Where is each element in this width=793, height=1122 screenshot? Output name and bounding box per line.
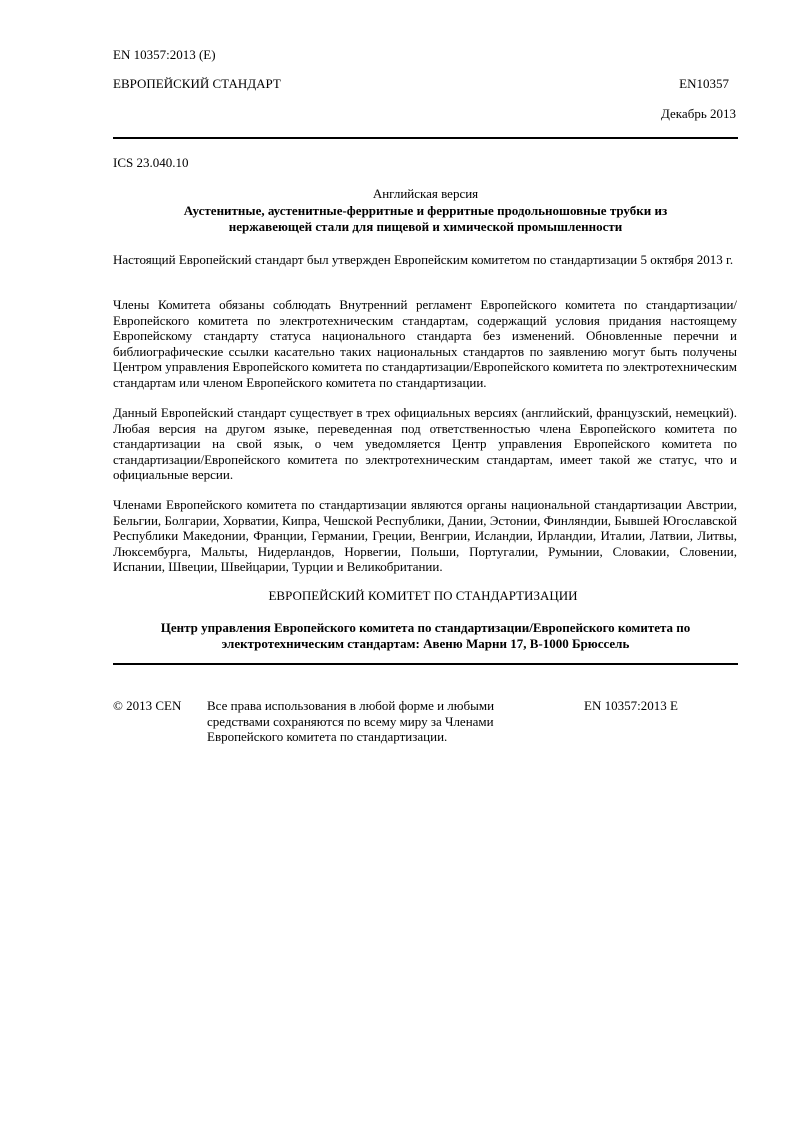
paragraph-line: официальные версии. bbox=[113, 467, 234, 482]
committee-address bbox=[113, 620, 738, 651]
paragraph-line: Членами Европейского комитета по стандартизации являются органы национальной стандартизации bbox=[113, 497, 682, 512]
standard-type: ЕВРОПЕЙСКИЙ СТАНДАРТ bbox=[113, 76, 281, 91]
standard-number: EN10357 bbox=[679, 76, 729, 91]
paragraph-line: Австрии, Бельгии, Болгарии, Хорватии, Кипра, Чешской Республики, Дании, Эстонии, Финляндии, Бывшей bbox=[113, 497, 737, 528]
document-title bbox=[113, 203, 738, 234]
rights-line: Все права использования в любой форме и любыми bbox=[207, 698, 495, 713]
paragraph-line: Словении, Испании, Швеции, Швейцарии, Турции и Великобритании. bbox=[113, 543, 737, 574]
paragraph-line: стандартизации/Европейского комитета по электротехническим стандартам, содержащий условия придания bbox=[113, 297, 738, 328]
standard-date: Декабрь 2013 bbox=[661, 106, 736, 121]
paragraph-line: Члены Комитета обязаны соблюдать Внутренний регламент Европейского комитета по bbox=[113, 297, 638, 312]
paragraph-line: комитета по стандартизации на свой язык, о чем уведомляется Центр управления Европейского комитета по bbox=[113, 420, 737, 451]
title-line: Аустенитные, аустенитные-ферритные и ферритные продольношовные трубки из bbox=[183, 203, 668, 218]
paragraph-line: Данный Европейский стандарт существует в трех официальных версиях (английский, французский, bbox=[113, 405, 672, 420]
address-line: электротехническим стандартам: Авеню Марни 17, B-1000 Брюссель bbox=[221, 635, 630, 651]
rights-line: средствами сохраняются по всему миру за Членами bbox=[207, 713, 494, 729]
header-divider bbox=[113, 137, 738, 139]
ics-code: ICS 23.040.10 bbox=[113, 155, 189, 170]
version-label: Английская версия bbox=[372, 186, 479, 201]
rights-line: Европейского комитета по стандартизации. bbox=[207, 729, 448, 744]
rights-notice bbox=[207, 698, 494, 745]
paragraph-line: перечни и библиографические ссылки касательно таких национальных стандартов по заявлению могут быть bbox=[113, 328, 738, 359]
paragraph-members-obligations bbox=[113, 297, 737, 390]
footer-divider bbox=[113, 663, 738, 665]
paragraph-line: Настоящий Европейский стандарт был утвержден Европейским комитетом по стандартизации 5 октября bbox=[113, 252, 694, 267]
doc-code: EN 10357:2013 (E) bbox=[113, 47, 216, 62]
title-line: нержавеющей стали для пищевой и химической промышленности bbox=[228, 218, 623, 234]
paragraph-line: Югославской Республики Македонии, Франции, Германии, Греции, Венгрии, Исландии, Ирландии, Италии, bbox=[113, 512, 737, 543]
paragraph-line: 2013 г. bbox=[696, 252, 734, 267]
footer-reference: EN 10357:2013 E bbox=[584, 698, 678, 713]
paragraph-member-countries bbox=[113, 497, 737, 575]
committee-name: ЕВРОПЕЙСКИЙ КОМИТЕТ ПО СТАНДАРТИЗАЦИИ bbox=[268, 588, 578, 603]
paragraph-line: немецкий). Любая версия на другом языке, переведенная под ответственностью члена Европейского bbox=[113, 405, 738, 436]
paragraph-line: стандартизации/Европейского комитета по электротехническим стандартам, имеет такой же статус, что и bbox=[113, 451, 737, 467]
address-line: Центр управления Европейского комитета по стандартизации/Европейского комитета по bbox=[160, 620, 691, 635]
paragraph-line: электротехническим стандартам или членом Европейского комитета по стандартизации. bbox=[113, 359, 737, 390]
paragraph-line: настоящему Европейскому стандарту статуса национального стандарта без изменений. Обновленные bbox=[113, 312, 738, 343]
paragraph-line: получены Центром управления Европейского комитета по стандартизации/Европейского комитета по bbox=[113, 343, 738, 374]
paragraph-official-versions bbox=[113, 405, 737, 483]
paragraph-approval bbox=[113, 252, 737, 268]
paragraph-line: Латвии, Литвы, Люксембурга, Мальты, Нидерландов, Норвегии, Польши, Португалии, Румынии, Словакии, bbox=[113, 528, 738, 559]
copyright: © 2013 CEN bbox=[113, 698, 182, 713]
